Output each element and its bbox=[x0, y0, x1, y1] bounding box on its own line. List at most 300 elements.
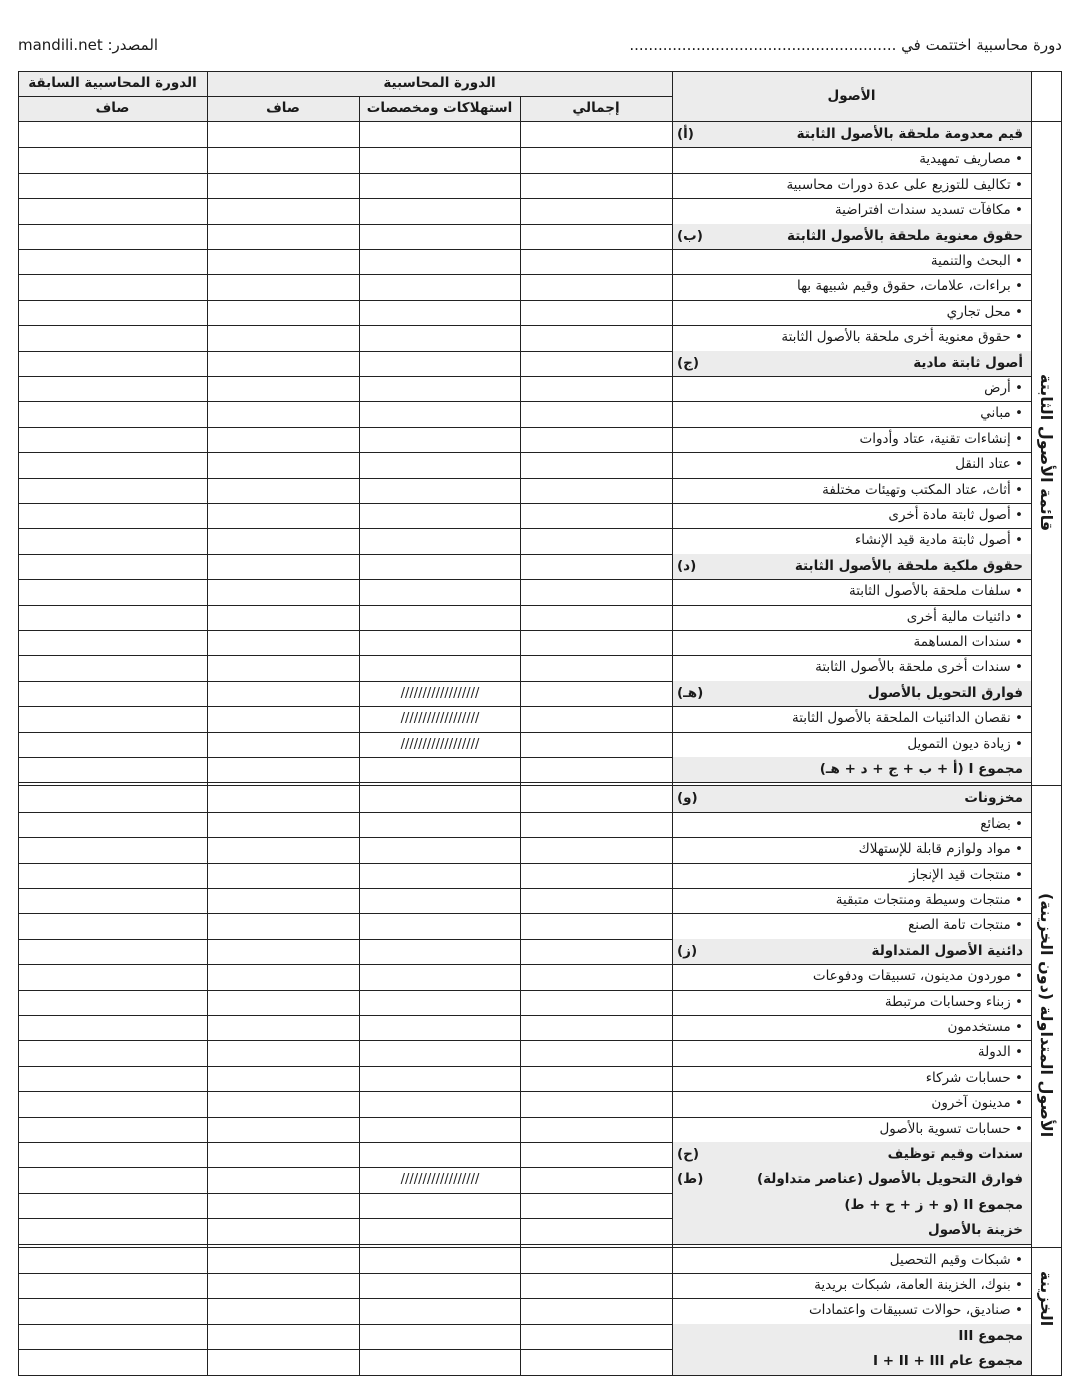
prev-net-cell[interactable] bbox=[19, 1066, 207, 1091]
row-text: سندات وقيم توظيف bbox=[887, 1146, 1023, 1162]
prev-net-cell[interactable] bbox=[19, 427, 207, 452]
bullet-icon: • bbox=[1010, 481, 1023, 498]
gross-cell[interactable] bbox=[521, 198, 672, 223]
group-heading bbox=[673, 351, 1031, 376]
group-letter: (ج) bbox=[677, 354, 700, 371]
prev-net-header: صاف bbox=[18, 96, 207, 121]
line-item-label bbox=[673, 863, 1031, 888]
gross-header: إجمالي bbox=[520, 96, 672, 121]
grid-line bbox=[18, 1244, 1031, 1245]
net-cell[interactable] bbox=[208, 863, 359, 888]
group-letter: (ب) bbox=[677, 227, 703, 244]
net-cell[interactable] bbox=[208, 122, 359, 147]
depreciation-cell[interactable] bbox=[360, 579, 520, 604]
group-heading bbox=[673, 786, 1031, 811]
prev-net-cell[interactable] bbox=[19, 605, 207, 630]
gross-cell[interactable] bbox=[521, 1324, 672, 1349]
gross-cell[interactable] bbox=[521, 325, 672, 350]
depreciation-cell[interactable] bbox=[360, 1015, 520, 1040]
row-text: فوارق التحويل بالأصول bbox=[867, 684, 1023, 701]
line-item-label bbox=[673, 1091, 1031, 1116]
row-text: أثاث، عتاد المكتب وتهيئات مختلفة bbox=[822, 481, 1011, 498]
depreciation-cell[interactable] bbox=[360, 376, 520, 401]
gross-cell[interactable] bbox=[521, 1349, 672, 1374]
gross-cell[interactable] bbox=[521, 478, 672, 503]
gross-cell[interactable] bbox=[521, 655, 672, 680]
row-text: أصول ثابتة مادة أخرى bbox=[888, 507, 1011, 523]
gross-cell[interactable] bbox=[521, 681, 672, 706]
depreciation-cell[interactable] bbox=[360, 964, 520, 989]
depreciation-cell[interactable] bbox=[360, 605, 520, 630]
row-text: بنوك، الخزينة العامة، شبكات بريدية bbox=[814, 1277, 1011, 1293]
gross-cell[interactable] bbox=[521, 1193, 672, 1218]
bullet-icon: • bbox=[1010, 1251, 1023, 1268]
gross-cell[interactable] bbox=[521, 376, 672, 401]
net-cell[interactable] bbox=[208, 964, 359, 989]
group-letter: (أ) bbox=[677, 126, 694, 142]
bullet-icon: • bbox=[1010, 430, 1023, 447]
depreciation-cell[interactable] bbox=[360, 122, 520, 147]
gross-cell[interactable] bbox=[521, 605, 672, 630]
depreciation-cell[interactable] bbox=[360, 1193, 520, 1218]
row-text: مجموع I (أ + ب + ج + د + هـ) bbox=[819, 761, 1023, 777]
depreciation-cell[interactable] bbox=[360, 427, 520, 452]
row-text: نقصان الدائنيات الملحقة بالأصول الثابتة bbox=[791, 710, 1011, 727]
line-item-label bbox=[673, 1040, 1031, 1065]
prev-net-cell[interactable] bbox=[19, 630, 207, 655]
gross-cell[interactable] bbox=[521, 401, 672, 426]
row-text: سندات المساهمة bbox=[913, 634, 1011, 650]
group-heading bbox=[673, 224, 1031, 249]
net-cell[interactable] bbox=[208, 757, 359, 782]
row-text: مجموع II (و + ز + ح + ط) bbox=[844, 1196, 1023, 1213]
net-cell[interactable] bbox=[208, 198, 359, 223]
prev-net-cell[interactable] bbox=[19, 964, 207, 989]
line-item-label bbox=[673, 1273, 1031, 1298]
prev-net-cell[interactable] bbox=[19, 706, 207, 731]
row-text: عتاد النقل bbox=[955, 456, 1011, 473]
prev-net-cell[interactable] bbox=[19, 122, 207, 147]
row-text: قيم معدومة ملحقة بالأصول الثابتة bbox=[796, 126, 1023, 142]
prev-net-cell[interactable] bbox=[19, 1091, 207, 1116]
grid-line bbox=[18, 71, 1062, 72]
prev-net-cell[interactable] bbox=[19, 376, 207, 401]
prev-net-cell[interactable] bbox=[19, 554, 207, 579]
row-text: البحث والتنمية bbox=[930, 253, 1011, 269]
group-letter: (د) bbox=[677, 557, 697, 574]
net-cell[interactable] bbox=[208, 837, 359, 862]
hatched-cell: ////////////////// bbox=[400, 711, 480, 727]
prev-net-cell[interactable] bbox=[19, 681, 207, 706]
net-cell[interactable] bbox=[208, 1066, 359, 1091]
gross-cell[interactable] bbox=[521, 528, 672, 553]
row-text: حقوق ملكية ملحقة بالأصول الثابتة bbox=[794, 557, 1023, 574]
prev-net-cell[interactable] bbox=[19, 786, 207, 811]
bullet-icon: • bbox=[1010, 1095, 1023, 1112]
net-cell[interactable] bbox=[208, 939, 359, 964]
prev-net-cell[interactable] bbox=[19, 147, 207, 172]
line-item-label bbox=[673, 630, 1031, 655]
gross-cell[interactable] bbox=[521, 863, 672, 888]
depreciation-cell[interactable] bbox=[360, 655, 520, 680]
prev-net-cell[interactable] bbox=[19, 1218, 207, 1243]
depreciation-cell[interactable] bbox=[360, 528, 520, 553]
prev-net-cell[interactable] bbox=[19, 528, 207, 553]
row-text: مجموع III bbox=[958, 1327, 1023, 1344]
row-text: شبكات وقيم التحصيل bbox=[889, 1251, 1011, 1268]
row-text: تكاليف للتوزيع على عدة دورات محاسبية bbox=[786, 176, 1011, 193]
bullet-icon: • bbox=[1010, 1019, 1023, 1035]
prev-net-cell[interactable] bbox=[19, 1324, 207, 1349]
bullet-icon: • bbox=[1010, 1120, 1023, 1137]
gross-cell[interactable] bbox=[521, 786, 672, 811]
depreciation-cell[interactable] bbox=[360, 198, 520, 223]
group-heading bbox=[673, 122, 1031, 147]
group-letter: (ز) bbox=[677, 942, 698, 959]
depreciation-cell[interactable] bbox=[360, 478, 520, 503]
group-letter: (ط) bbox=[677, 1171, 704, 1188]
depreciation-cell[interactable] bbox=[360, 863, 520, 888]
prev-net-cell[interactable] bbox=[19, 401, 207, 426]
prev-net-cell[interactable] bbox=[19, 732, 207, 757]
depreciation-cell[interactable] bbox=[360, 913, 520, 938]
line-item-label bbox=[673, 147, 1031, 172]
net-cell[interactable] bbox=[208, 1091, 359, 1116]
grid-line bbox=[1031, 71, 1032, 1375]
gross-cell[interactable] bbox=[521, 1117, 672, 1142]
prev-net-cell[interactable] bbox=[19, 198, 207, 223]
bullet-icon: • bbox=[1010, 1044, 1023, 1061]
gross-cell[interactable] bbox=[521, 1091, 672, 1116]
net-cell[interactable] bbox=[208, 786, 359, 811]
net-cell[interactable] bbox=[208, 401, 359, 426]
depreciation-cell[interactable] bbox=[360, 554, 520, 579]
net-cell[interactable] bbox=[208, 503, 359, 528]
prev-net-cell[interactable] bbox=[19, 888, 207, 913]
row-text: مصاريف تمهيدية bbox=[919, 151, 1011, 168]
bullet-icon: • bbox=[1010, 176, 1023, 193]
prev-net-cell[interactable] bbox=[19, 1349, 207, 1374]
bullet-icon: • bbox=[1010, 1302, 1023, 1319]
net-cell[interactable] bbox=[208, 1193, 359, 1218]
gross-cell[interactable] bbox=[521, 837, 672, 862]
bullet-icon: • bbox=[1010, 456, 1023, 473]
depreciation-cell[interactable] bbox=[360, 173, 520, 198]
gross-cell[interactable] bbox=[521, 351, 672, 376]
gross-cell[interactable] bbox=[521, 939, 672, 964]
prev-net-cell[interactable] bbox=[19, 1167, 207, 1192]
gross-cell[interactable] bbox=[521, 1066, 672, 1091]
line-item-label bbox=[673, 249, 1031, 274]
row-text: فوارق التحويل بالأصول (عناصر متداولة) bbox=[756, 1171, 1023, 1188]
depreciation-cell[interactable] bbox=[360, 1298, 520, 1323]
prev-net-cell[interactable] bbox=[19, 1193, 207, 1218]
prev-net-cell[interactable] bbox=[19, 249, 207, 274]
gross-cell[interactable] bbox=[521, 913, 672, 938]
group-heading bbox=[673, 554, 1031, 579]
prev-net-cell[interactable] bbox=[19, 1117, 207, 1142]
gross-cell[interactable] bbox=[521, 812, 672, 837]
line-item-label bbox=[673, 478, 1031, 503]
line-item-label bbox=[673, 528, 1031, 553]
net-cell[interactable] bbox=[208, 173, 359, 198]
depreciation-cell[interactable] bbox=[360, 274, 520, 299]
row-text: أصول ثابتة مادية bbox=[913, 354, 1023, 371]
row-text: دائنيات مالية أخرى bbox=[906, 608, 1011, 625]
depreciation-cell[interactable] bbox=[360, 1066, 520, 1091]
gross-cell[interactable] bbox=[521, 452, 672, 477]
group-heading bbox=[673, 1142, 1031, 1167]
prev-net-cell[interactable] bbox=[19, 1142, 207, 1167]
prev-net-cell[interactable] bbox=[19, 655, 207, 680]
depreciation-cell[interactable] bbox=[360, 939, 520, 964]
row-text: منتجات قيد الإنجاز bbox=[909, 866, 1011, 883]
line-item-label bbox=[673, 401, 1031, 426]
net-cell[interactable] bbox=[208, 630, 359, 655]
gross-cell[interactable] bbox=[521, 732, 672, 757]
depreciation-cell[interactable] bbox=[360, 888, 520, 913]
gross-cell[interactable] bbox=[521, 1298, 672, 1323]
depreciation-cell[interactable] bbox=[360, 224, 520, 249]
prev-net-cell[interactable] bbox=[19, 1298, 207, 1323]
gross-cell[interactable] bbox=[521, 1273, 672, 1298]
row-text: حقوق معنوية ملحقة بالأصول الثابتة bbox=[787, 227, 1023, 244]
section-fixed-assets: قائمة الأصول الثابتة bbox=[1037, 373, 1056, 531]
depreciation-cell[interactable] bbox=[360, 401, 520, 426]
depreciation-cell[interactable] bbox=[360, 837, 520, 862]
depreciation-cell[interactable] bbox=[360, 1117, 520, 1142]
net-cell[interactable] bbox=[208, 579, 359, 604]
grid-line bbox=[207, 71, 208, 1375]
depreciation-cell[interactable] bbox=[360, 1273, 520, 1298]
line-item-label bbox=[673, 964, 1031, 989]
line-item-label bbox=[673, 812, 1031, 837]
prev-net-cell[interactable] bbox=[19, 579, 207, 604]
depreciation-cell[interactable] bbox=[360, 1091, 520, 1116]
gross-cell[interactable] bbox=[521, 147, 672, 172]
current-cycle-header: الدورة المحاسبية bbox=[207, 71, 672, 96]
gross-cell[interactable] bbox=[521, 706, 672, 731]
prev-net-cell[interactable] bbox=[19, 452, 207, 477]
row-text: مدينون آخرون bbox=[931, 1095, 1011, 1112]
gross-cell[interactable] bbox=[521, 274, 672, 299]
bullet-icon: • bbox=[1010, 917, 1023, 934]
bullet-icon: • bbox=[1010, 507, 1023, 523]
prev-net-cell[interactable] bbox=[19, 990, 207, 1015]
prev-net-cell[interactable] bbox=[19, 837, 207, 862]
gross-cell[interactable] bbox=[521, 1142, 672, 1167]
net-cell[interactable] bbox=[208, 1167, 359, 1192]
bullet-icon: • bbox=[1010, 841, 1023, 858]
prev-net-cell[interactable] bbox=[19, 478, 207, 503]
prev-net-cell[interactable] bbox=[19, 224, 207, 249]
row-text: بضائع bbox=[980, 815, 1011, 832]
depreciation-cell[interactable] bbox=[360, 990, 520, 1015]
section-treasury: الخزينة bbox=[1037, 1270, 1056, 1326]
net-cell[interactable] bbox=[208, 224, 359, 249]
net-cell[interactable] bbox=[208, 274, 359, 299]
net-cell[interactable] bbox=[208, 1273, 359, 1298]
net-cell[interactable] bbox=[208, 1324, 359, 1349]
gross-cell[interactable] bbox=[521, 300, 672, 325]
depreciation-cell[interactable] bbox=[360, 503, 520, 528]
prev-net-cell[interactable] bbox=[19, 173, 207, 198]
prev-net-cell[interactable] bbox=[19, 863, 207, 888]
row-text: مواد ولوازم قابلة للإستهلاك bbox=[858, 841, 1011, 858]
row-text: سندات أخرى ملحقة بالأصول الثابتة bbox=[815, 659, 1011, 676]
prev-net-cell[interactable] bbox=[19, 913, 207, 938]
depreciation-cell[interactable] bbox=[360, 1248, 520, 1273]
prev-net-cell[interactable] bbox=[19, 757, 207, 782]
assets-header: الأصول bbox=[672, 71, 1031, 121]
net-cell[interactable] bbox=[208, 990, 359, 1015]
depreciation-cell[interactable] bbox=[360, 1040, 520, 1065]
gross-cell[interactable] bbox=[521, 1015, 672, 1040]
net-cell[interactable] bbox=[208, 452, 359, 477]
depreciation-cell[interactable] bbox=[360, 812, 520, 837]
gross-cell[interactable] bbox=[521, 427, 672, 452]
line-item-label bbox=[673, 274, 1031, 299]
gross-cell[interactable] bbox=[521, 579, 672, 604]
bullet-icon: • bbox=[1010, 151, 1023, 168]
net-cell[interactable] bbox=[208, 732, 359, 757]
gross-cell[interactable] bbox=[521, 630, 672, 655]
line-item-label bbox=[673, 376, 1031, 401]
line-item-label bbox=[673, 605, 1031, 630]
gross-cell[interactable] bbox=[521, 1167, 672, 1192]
section-current-assets: الأصول المتداولة (دون الخزينة) bbox=[1037, 892, 1056, 1138]
line-item-label bbox=[673, 579, 1031, 604]
prev-net-cell[interactable] bbox=[19, 1273, 207, 1298]
gross-cell[interactable] bbox=[521, 964, 672, 989]
prev-net-cell[interactable] bbox=[19, 351, 207, 376]
depreciation-cell[interactable] bbox=[360, 1324, 520, 1349]
row-text: حسابات تسوية بالأصول bbox=[879, 1120, 1011, 1137]
bullet-icon: • bbox=[1010, 710, 1023, 727]
prev-net-cell[interactable] bbox=[19, 1015, 207, 1040]
prev-net-cell[interactable] bbox=[19, 812, 207, 837]
net-cell[interactable] bbox=[208, 888, 359, 913]
net-cell[interactable] bbox=[208, 528, 359, 553]
net-cell[interactable] bbox=[208, 1117, 359, 1142]
net-cell[interactable] bbox=[208, 1349, 359, 1374]
gross-cell[interactable] bbox=[521, 990, 672, 1015]
depreciation-cell[interactable] bbox=[360, 300, 520, 325]
prev-net-cell[interactable] bbox=[19, 939, 207, 964]
bullet-icon: • bbox=[1010, 202, 1023, 219]
depreciation-cell[interactable] bbox=[360, 786, 520, 811]
line-item-label bbox=[673, 913, 1031, 938]
gross-cell[interactable] bbox=[521, 888, 672, 913]
depreciation-cell[interactable] bbox=[360, 757, 520, 782]
depreciation-cell[interactable] bbox=[360, 147, 520, 172]
group-heading bbox=[673, 939, 1031, 964]
bullet-icon: • bbox=[1010, 253, 1023, 269]
net-cell[interactable] bbox=[208, 351, 359, 376]
depreciation-cell[interactable] bbox=[360, 325, 520, 350]
net-cell[interactable] bbox=[208, 147, 359, 172]
prev-net-cell[interactable] bbox=[19, 300, 207, 325]
bullet-icon: • bbox=[1010, 815, 1023, 832]
net-cell[interactable] bbox=[208, 376, 359, 401]
grid-line bbox=[520, 96, 521, 1375]
net-cell[interactable] bbox=[208, 812, 359, 837]
gross-cell[interactable] bbox=[521, 173, 672, 198]
bullet-icon: • bbox=[1010, 405, 1023, 422]
line-item-label bbox=[673, 1117, 1031, 1142]
gross-cell[interactable] bbox=[521, 1040, 672, 1065]
row-text: حسابات شركاء bbox=[925, 1069, 1011, 1086]
depreciation-cell[interactable] bbox=[360, 1349, 520, 1374]
net-cell[interactable] bbox=[208, 1142, 359, 1167]
row-text: أصول ثابتة مادية قيد الإنشاء bbox=[854, 532, 1011, 549]
net-cell[interactable] bbox=[208, 427, 359, 452]
net-cell[interactable] bbox=[208, 478, 359, 503]
depreciation-cell[interactable] bbox=[360, 452, 520, 477]
net-cell[interactable] bbox=[208, 249, 359, 274]
net-cell[interactable] bbox=[208, 1248, 359, 1273]
net-cell[interactable] bbox=[208, 706, 359, 731]
gross-cell[interactable] bbox=[521, 224, 672, 249]
gross-cell[interactable] bbox=[521, 249, 672, 274]
bullet-icon: • bbox=[1010, 608, 1023, 625]
line-item-label bbox=[673, 837, 1031, 862]
line-item-label bbox=[673, 990, 1031, 1015]
prev-net-cell[interactable] bbox=[19, 325, 207, 350]
net-header: صاف bbox=[207, 96, 359, 121]
group-heading bbox=[673, 681, 1031, 706]
gross-cell[interactable] bbox=[521, 554, 672, 579]
gross-cell[interactable] bbox=[521, 503, 672, 528]
net-cell[interactable] bbox=[208, 325, 359, 350]
depreciation-cell[interactable] bbox=[360, 249, 520, 274]
gross-cell[interactable] bbox=[521, 122, 672, 147]
net-cell[interactable] bbox=[208, 1218, 359, 1243]
total-row-label bbox=[673, 757, 1031, 782]
net-cell[interactable] bbox=[208, 1040, 359, 1065]
row-text: سلفات ملحقة بالأصول الثابتة bbox=[849, 583, 1011, 600]
gross-cell[interactable] bbox=[521, 757, 672, 782]
gross-cell[interactable] bbox=[521, 1248, 672, 1273]
net-cell[interactable] bbox=[208, 300, 359, 325]
prev-net-cell[interactable] bbox=[19, 503, 207, 528]
row-text: الدولة bbox=[977, 1044, 1011, 1061]
depreciation-cell[interactable] bbox=[360, 630, 520, 655]
depreciation-cell[interactable] bbox=[360, 1142, 520, 1167]
depreciation-cell[interactable] bbox=[360, 351, 520, 376]
grid-line bbox=[18, 71, 19, 1375]
bullet-icon: • bbox=[1010, 583, 1023, 600]
source-text: المصدر: mandili.net bbox=[18, 36, 159, 54]
line-item-label bbox=[673, 1298, 1031, 1323]
net-cell[interactable] bbox=[208, 681, 359, 706]
gross-cell[interactable] bbox=[521, 1218, 672, 1243]
line-item-label bbox=[673, 1066, 1031, 1091]
prev-net-cell[interactable] bbox=[19, 1248, 207, 1273]
net-cell[interactable] bbox=[208, 605, 359, 630]
prev-net-cell[interactable] bbox=[19, 1040, 207, 1065]
net-cell[interactable] bbox=[208, 1015, 359, 1040]
line-item-label bbox=[673, 732, 1031, 757]
grid-line bbox=[1061, 71, 1062, 1375]
net-cell[interactable] bbox=[208, 1298, 359, 1323]
net-cell[interactable] bbox=[208, 554, 359, 579]
net-cell[interactable] bbox=[208, 913, 359, 938]
net-cell[interactable] bbox=[208, 655, 359, 680]
depreciation-cell[interactable] bbox=[360, 1218, 520, 1243]
prev-net-cell[interactable] bbox=[19, 274, 207, 299]
bullet-icon: • bbox=[1010, 1069, 1023, 1086]
